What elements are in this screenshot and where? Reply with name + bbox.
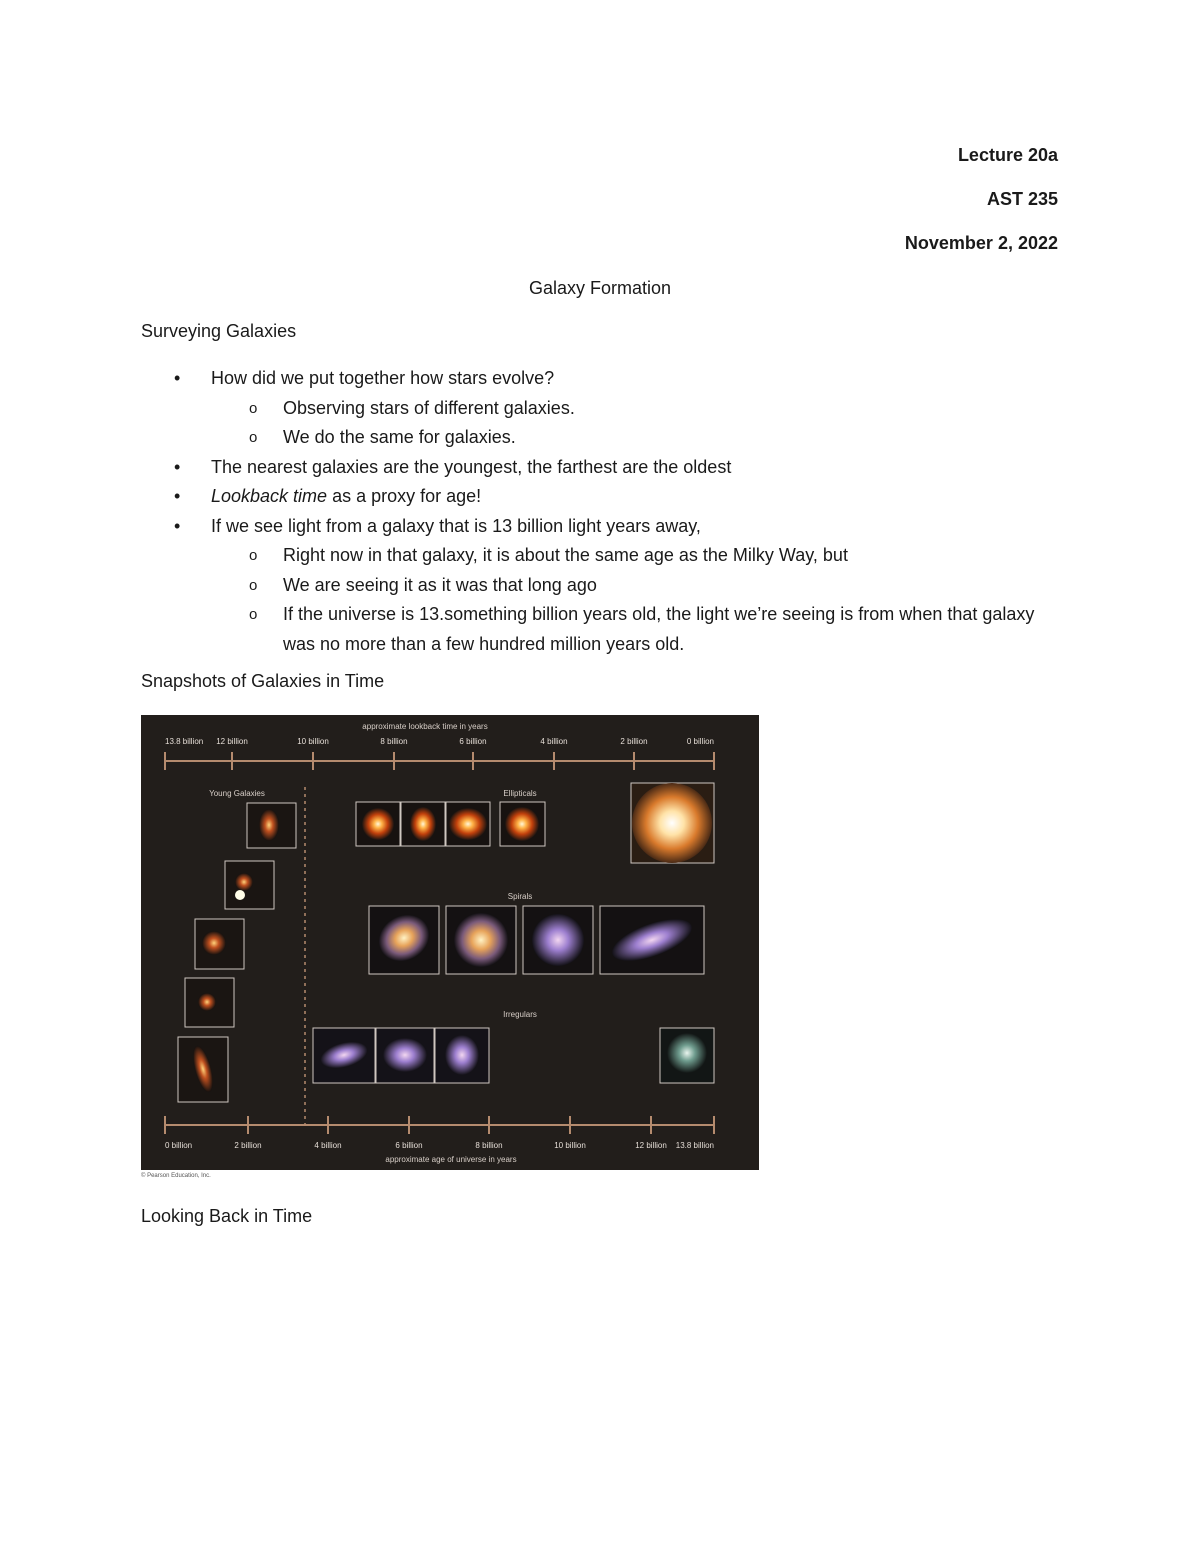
- bottom-axis-tick-label: 2 billion: [234, 1141, 262, 1150]
- elliptical-galaxy-image: [446, 802, 490, 846]
- list-item: o We do the same for galaxies.: [211, 423, 1061, 453]
- top-axis-tick-label: 12 billion: [216, 737, 248, 746]
- top-axis-tick-label: 0 billion: [686, 737, 714, 746]
- irregular-galaxy-image: [313, 1028, 375, 1083]
- bottom-axis-tick-label: 4 billion: [314, 1141, 342, 1150]
- lookback-term: Lookback time: [211, 486, 328, 506]
- top-axis-tick-label: 4 billion: [540, 737, 568, 746]
- circle-bullet-icon: o: [249, 606, 258, 623]
- bullet-list: [141, 364, 1061, 659]
- young-galaxy-image: [225, 861, 274, 909]
- top-axis: [165, 737, 714, 770]
- elliptical-galaxy-image: [356, 802, 400, 846]
- irregular-galaxy-image: [435, 1028, 489, 1083]
- list-item: • The nearest galaxies are the youngest, the farthest are the oldest: [141, 453, 1061, 483]
- bullet-icon: •: [174, 456, 181, 477]
- circle-bullet-icon: o: [249, 547, 258, 564]
- young-galaxies-label: Young Galaxies: [209, 789, 265, 798]
- circle-bullet-icon: o: [249, 576, 258, 594]
- bullet-icon: •: [174, 486, 181, 506]
- list-item: • How did we put together how stars evolve? o Observing stars of different galaxies. o We do the same for galaxies.: [141, 364, 1061, 453]
- ellipticals-label: Ellipticals: [503, 789, 537, 798]
- elliptical-galaxy-image: [631, 783, 714, 863]
- irregulars-label: Irregulars: [503, 1010, 537, 1019]
- spirals-label: Spirals: [507, 892, 533, 901]
- list-item: • If we see light from a galaxy that is 13 billion light years away, o Right now in that galaxy, it is about the same age as the Milky Way, but o We are seeing it as it was that long ago o If the universe is 13.something billion years old, the light we’re seeing is from when that galaxy was no more than a few hundred million years old.: [141, 512, 1061, 660]
- irregular-galaxy-image: [660, 1028, 714, 1083]
- bottom-axis-tick-label: 10 billion: [554, 1141, 586, 1150]
- bottom-axis-tick-label: 0 billion: [165, 1141, 193, 1150]
- spiral-galaxy-image: [446, 906, 516, 974]
- bottom-axis-tick-label: 12 billion: [635, 1141, 667, 1150]
- sub-list: [211, 394, 1061, 453]
- section-heading-looking-back: Looking Back in Time: [141, 1206, 313, 1226]
- bottom-axis-tick-label: 6 billion: [395, 1141, 423, 1150]
- list-item: • Lookback time as a proxy for age!: [141, 482, 1061, 512]
- top-axis-tick-label: 2 billion: [620, 737, 648, 746]
- list-item: o Observing stars of different galaxies.: [211, 394, 1061, 424]
- lecture-number: Lecture 20a: [957, 145, 1058, 165]
- top-axis-title: approximate lookback time in years: [362, 722, 488, 731]
- bottom-axis-tick-label: 13.8 billion: [675, 1141, 714, 1150]
- bottom-axis-tick-label: 8 billion: [475, 1141, 503, 1150]
- figure-credit: © Pearson Education, Inc.: [141, 1173, 211, 1179]
- bullet-icon: •: [174, 368, 181, 388]
- bottom-axis: [165, 1116, 714, 1150]
- document-title: Galaxy Formation: [528, 278, 672, 298]
- elliptical-galaxy-image: [500, 802, 545, 846]
- young-galaxy-image: [195, 919, 244, 969]
- elliptical-galaxy-image: [401, 802, 445, 846]
- course-code: AST 235: [986, 189, 1058, 209]
- list-item: o We are seeing it as it was that long ago: [211, 571, 1061, 601]
- section-heading-snapshots: Snapshots of Galaxies in Time: [141, 671, 385, 691]
- circle-bullet-icon: o: [249, 399, 258, 417]
- spiral-galaxy-image: [523, 906, 593, 974]
- lecture-date: November 2, 2022: [904, 233, 1058, 253]
- galaxy-timeline-svg: [141, 715, 759, 1170]
- spiral-galaxy-image: [369, 906, 439, 974]
- young-galaxy-image: [178, 1037, 228, 1102]
- sub-list: [211, 541, 1061, 659]
- young-galaxy-image: [247, 803, 296, 848]
- top-axis-tick-label: 10 billion: [297, 737, 329, 746]
- bullet-icon: •: [174, 515, 181, 536]
- young-galaxy-image: [185, 978, 234, 1027]
- irregular-galaxy-image: [376, 1028, 434, 1083]
- top-axis-tick-label: 6 billion: [459, 737, 487, 746]
- spiral-galaxy-image: [600, 906, 704, 974]
- list-item: o If the universe is 13.something billion years old, the light we’re seeing is from when that galaxy was no more than a few hundred million years old.: [211, 600, 1061, 659]
- section-heading-surveying: Surveying Galaxies: [141, 321, 297, 341]
- galaxy-timeline-figure: [141, 715, 759, 1170]
- bottom-axis-title: approximate age of universe in years: [385, 1155, 517, 1164]
- top-axis-tick-label: 13.8 billion: [165, 737, 204, 746]
- top-axis-tick-label: 8 billion: [380, 737, 408, 746]
- circle-bullet-icon: o: [249, 429, 258, 446]
- list-item: o Right now in that galaxy, it is about the same age as the Milky Way, but: [211, 541, 1061, 571]
